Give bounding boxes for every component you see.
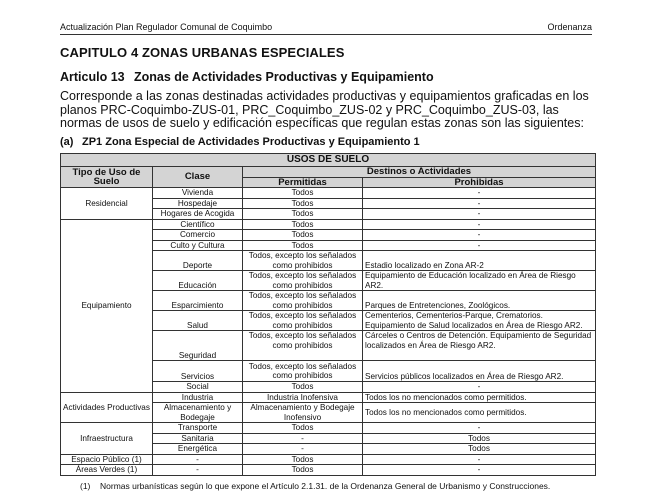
group-cell-espacio-publico: Espacio Público (1) <box>61 454 153 465</box>
prohibidas-cell: - <box>363 240 596 251</box>
table-row <box>61 465 596 476</box>
clase-cell: Hogares de Acogida <box>153 209 243 220</box>
prohibidas-cell: Parques de Entretenciones, Zoológicos. <box>363 291 596 311</box>
permitidas-cell: Todos <box>243 188 363 199</box>
clase-cell: Sanitaria <box>153 433 243 444</box>
permitidas-cell: Todos, excepto los señalados como prohibidos <box>243 291 363 311</box>
group-cell-infraestructura: Infraestructura <box>61 423 153 455</box>
permitidas-cell: Industria Inofensiva <box>243 392 363 403</box>
clase-cell: Industria <box>153 392 243 403</box>
group-cell-areas-verdes: Áreas Verdes (1) <box>61 465 153 476</box>
table-row <box>61 219 596 230</box>
permitidas-cell: Todos, excepto los señalados como prohibidos <box>243 251 363 271</box>
subsection-marker: (a) <box>60 136 74 148</box>
page-header <box>60 20 592 35</box>
prohibidas-cell: - <box>363 209 596 220</box>
header-section-label: Ordenanza <box>547 22 592 32</box>
prohibidas-cell: Todos <box>363 444 596 455</box>
clase-cell: Energética <box>153 444 243 455</box>
prohibidas-cell: Cementerios, Cementerios-Parque, Crematorios. Equipamiento de Salud localizados en Área de Riesgo AR2. <box>363 311 596 331</box>
group-cell-actividades: Actividades Productivas <box>61 392 153 423</box>
prohibidas-cell: Todos <box>363 433 596 444</box>
permitidas-cell: Todos <box>243 230 363 241</box>
prohibidas-cell: - <box>363 230 596 241</box>
clase-cell: Educación <box>153 271 243 291</box>
chapter-title: CAPITULO 4 ZONAS URBANAS ESPECIALES <box>60 45 345 60</box>
prohibidas-cell: - <box>363 382 596 393</box>
clase-cell: Seguridad <box>153 331 243 361</box>
prohibidas-cell: - <box>363 454 596 465</box>
prohibidas-cell: Cárceles o Centros de Detención. Equipamiento de Seguridad localizados en Área de Riesgo AR2. <box>363 331 596 361</box>
prohibidas-cell: - <box>363 465 596 476</box>
permitidas-cell: Todos, excepto los señalados como prohibidos <box>243 271 363 291</box>
prohibidas-cell: - <box>363 219 596 230</box>
permitidas-cell: Almacenamiento y Bodegaje Inofensivo <box>243 403 363 423</box>
clase-cell: Científico <box>153 219 243 230</box>
clase-cell: Deporte <box>153 251 243 271</box>
prohibidas-cell: - <box>363 188 596 199</box>
table-row <box>61 454 596 465</box>
body-paragraph: Corresponde a las zonas destinadas actividades productivas y equipamientos graficadas en los planos PRC-Coquimbo-ZUS-01, PRC_Coquimbo_ZUS-02 y PRC_Coquimbo_ZUS-03, las normas de usos de suelo y edificación específicas que regulan estas zonas son las siguientes: <box>60 89 589 130</box>
permitidas-cell: Todos <box>243 209 363 220</box>
clase-cell: Hospedaje <box>153 198 243 209</box>
article-heading <box>60 70 434 84</box>
footnote-text: Normas urbanísticas según lo que expone el Artículo 2.1.31. de la Ordenanza General de Urbanismo y Construcciones. <box>100 481 551 491</box>
subsection-heading <box>60 136 420 148</box>
clase-cell: Culto y Cultura <box>153 240 243 251</box>
group-cell-residencial: Residencial <box>61 188 153 220</box>
clase-cell: Transporte <box>153 423 243 434</box>
subsection-title: ZP1 Zona Especial de Actividades Productivas y Equipamiento 1 <box>82 136 420 148</box>
column-header-tipo: Tipo de Uso de Suelo <box>61 167 153 188</box>
footnote-marker: (1) <box>80 481 91 491</box>
permitidas-cell: Todos <box>243 454 363 465</box>
clase-cell: Servicios <box>153 361 243 382</box>
footnote <box>80 481 550 491</box>
clase-cell: Esparcimiento <box>153 291 243 311</box>
clase-cell: Vivienda <box>153 188 243 199</box>
group-cell-equipamiento: Equipamiento <box>61 219 153 392</box>
table-row <box>61 392 596 403</box>
table-row <box>61 423 596 434</box>
clase-cell: - <box>153 465 243 476</box>
clase-cell: - <box>153 454 243 465</box>
column-header-clase: Clase <box>153 167 243 188</box>
article-title: Zonas de Actividades Productivas y Equipamiento <box>134 70 434 84</box>
permitidas-cell: - <box>243 433 363 444</box>
prohibidas-cell: - <box>363 198 596 209</box>
clase-cell: Comercio <box>153 230 243 241</box>
prohibidas-cell: Todos los no mencionados como permitidos. <box>363 403 596 423</box>
column-header-destinos: Destinos o Actividades <box>243 167 596 178</box>
clase-cell: Social <box>153 382 243 393</box>
prohibidas-cell: Equipamiento de Educación localizado en Área de Riesgo AR2. <box>363 271 596 291</box>
clase-cell: Almacenamiento y Bodegaje <box>153 403 243 423</box>
article-number: Articulo 13 <box>60 70 125 84</box>
table-title: USOS DE SUELO <box>61 154 596 167</box>
clase-cell: Salud <box>153 311 243 331</box>
prohibidas-cell: Todos los no mencionados como permitidos. <box>363 392 596 403</box>
permitidas-cell: Todos, excepto los señalados como prohibidos <box>243 361 363 382</box>
prohibidas-cell: Servicios públicos localizados en Área de Riesgo AR2. <box>363 361 596 382</box>
permitidas-cell: - <box>243 444 363 455</box>
column-header-permitidas: Permitidas <box>243 177 363 188</box>
permitidas-cell: Todos <box>243 423 363 434</box>
permitidas-cell: Todos <box>243 382 363 393</box>
permitidas-cell: Todos <box>243 465 363 476</box>
permitidas-cell: Todos <box>243 198 363 209</box>
land-use-table <box>60 153 596 476</box>
permitidas-cell: Todos <box>243 240 363 251</box>
column-header-prohibidas: Prohibidas <box>363 177 596 188</box>
header-document-title: Actualización Plan Regulador Comunal de Coquimbo <box>60 22 273 32</box>
prohibidas-cell: - <box>363 423 596 434</box>
prohibidas-cell: Estadio localizado en Zona AR-2 <box>363 251 596 271</box>
permitidas-cell: Todos, excepto los señalados como prohibidos <box>243 331 363 361</box>
table-row <box>61 188 596 199</box>
permitidas-cell: Todos, excepto los señalados como prohibidos <box>243 311 363 331</box>
permitidas-cell: Todos <box>243 219 363 230</box>
